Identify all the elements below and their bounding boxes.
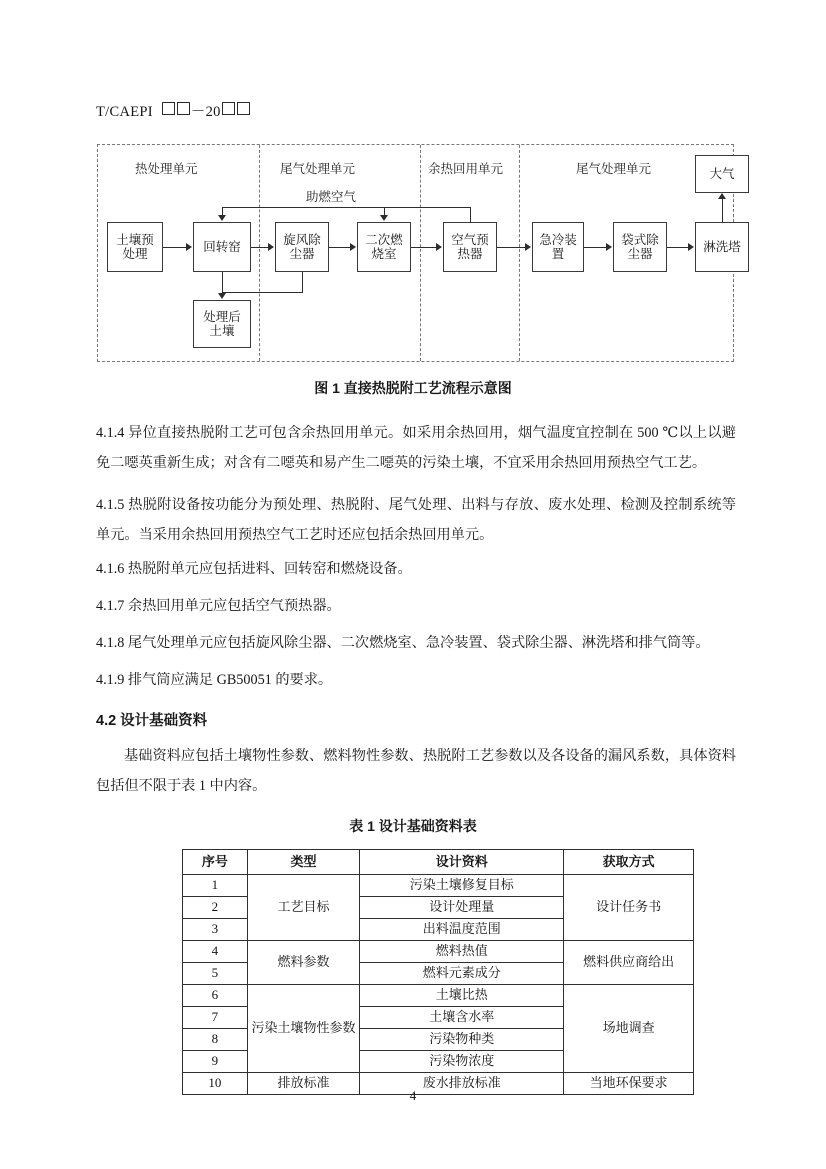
standard-code: T/CAEPI (96, 104, 153, 120)
node-air-preheater (443, 222, 497, 272)
connector-line (251, 247, 268, 248)
aux-air-label: 助燃空气 (306, 190, 357, 204)
unit-divider-3 (519, 145, 520, 361)
cell-material: 燃料元素成分 (360, 963, 564, 985)
blank-box-icon (237, 102, 250, 115)
node-line: 置 (551, 247, 565, 261)
design-basis-table (182, 849, 694, 1095)
node-line: 土壤预 (116, 232, 154, 247)
process-flow-diagram (97, 144, 741, 362)
table-header-row (183, 850, 694, 875)
node-line: 烧室 (371, 247, 397, 261)
cell-material: 污染物浓度 (360, 1051, 564, 1073)
node-line: 二次燃 (365, 232, 403, 247)
cell-no: 1 (183, 875, 248, 897)
connector-line (722, 199, 723, 222)
connector-line (302, 272, 303, 292)
cell-material: 土壤比热 (360, 985, 564, 1007)
page-number: 4 (409, 1088, 417, 1103)
table-row (183, 875, 694, 897)
connector-line (222, 292, 303, 293)
connector-line (411, 247, 436, 248)
cell-no: 2 (183, 897, 248, 919)
cell-no: 6 (183, 985, 248, 1007)
blank-box-icon (222, 102, 235, 115)
cell-material: 污染土壤修复目标 (360, 875, 564, 897)
cell-material: 燃料热值 (360, 941, 564, 963)
connector-arrow (218, 215, 226, 221)
paragraph-4-1-9: 4.1.9 排气筒应满足 GB50051 的要求。 (96, 672, 333, 688)
unit-label-heat-recovery: 余热回用单元 (428, 162, 504, 176)
paragraph-4-1-6: 4.1.6 热脱附单元应包括进料、回转窑和燃烧设备。 (96, 561, 412, 577)
node-quench-device (532, 222, 584, 272)
connector-arrow (380, 215, 388, 221)
cell-type: 污染土壤物性参数 (247, 985, 359, 1073)
paragraph-4-1-8: 4.1.8 尾气处理单元应包括旋风除尘器、二次燃烧室、急冷装置、袋式除尘器、淋洗塔和排气筒等。 (96, 635, 710, 651)
connector-line (584, 247, 606, 248)
table-row (183, 941, 694, 963)
connector-line (329, 247, 350, 248)
node-line: 空气预 (451, 232, 489, 247)
paragraph-4-2-intro: 基础资料应包括土壤物性参数、燃料物性参数、热脱附工艺参数以及各设备的漏风系数，具体资料包括但不限于表 1 中内容。 (96, 748, 736, 794)
node-line: 土壤 (209, 324, 235, 338)
table-row (183, 985, 694, 1007)
column-header-type: 类型 (247, 850, 359, 875)
node-line: 热器 (457, 247, 483, 261)
connector-arrow (688, 243, 694, 251)
column-header-no: 序号 (183, 850, 248, 875)
connector-arrow (186, 243, 192, 251)
blank-box-icon (177, 102, 190, 115)
section-heading-4-2: 4.2 设计基础资料 (96, 713, 208, 729)
unit-label-thermal: 热处理单元 (135, 162, 198, 176)
node-line: 淋洗塔 (703, 239, 741, 254)
node-cyclone-dust-collector (275, 222, 329, 272)
node-line: 旋风除 (283, 232, 321, 247)
column-header-source: 获取方式 (564, 850, 694, 875)
cell-no: 10 (183, 1073, 248, 1095)
connector-arrow (218, 293, 226, 299)
node-secondary-combustion-chamber (357, 222, 411, 272)
cell-material: 废水排放标准 (360, 1073, 564, 1095)
cell-no: 5 (183, 963, 248, 985)
document-header (96, 100, 251, 121)
cell-no: 4 (183, 941, 248, 963)
cell-no: 3 (183, 919, 248, 941)
table-caption: 表 1 设计基础资料表 (349, 818, 477, 834)
node-line: 尘器 (627, 247, 653, 261)
cell-type: 工艺目标 (247, 875, 359, 941)
column-header-material: 设计资料 (360, 850, 564, 875)
node-line: 大气 (709, 166, 735, 181)
cell-source: 场地调查 (564, 985, 694, 1073)
unit-label-offgas-2: 尾气处理单元 (576, 162, 652, 176)
node-scrubber-tower (695, 222, 749, 272)
unit-label-offgas-1: 尾气处理单元 (280, 162, 356, 176)
cell-material: 设计处理量 (360, 897, 564, 919)
connector-line (222, 272, 223, 294)
cell-type: 燃料参数 (247, 941, 359, 985)
connector-line (497, 247, 525, 248)
paragraph-4-1-7: 4.1.7 余热回用单元应包括空气预热器。 (96, 598, 341, 614)
node-line: 袋式除 (621, 232, 659, 247)
paragraph-4-1-5: 4.1.5 热脱附设备按功能分为预处理、热脱附、尾气处理、出料与存放、废水处理、检测及控制系统等单元。当采用余热回用预热空气工艺时还应包括余热回用单元。 (96, 497, 736, 543)
blank-box-icon (162, 102, 175, 115)
node-line: 处理后 (203, 309, 241, 324)
node-treated-soil (193, 300, 251, 348)
cell-source: 设计任务书 (564, 875, 694, 941)
node-line: 尘器 (289, 247, 315, 261)
connector-arrow (718, 193, 726, 199)
connector-line (163, 247, 186, 248)
cell-type: 排放标准 (247, 1073, 359, 1095)
node-bag-filter (613, 222, 667, 272)
connector-arrow (350, 243, 356, 251)
connector-line (667, 247, 688, 248)
connector-arrow (436, 243, 442, 251)
cell-material: 出料温度范围 (360, 919, 564, 941)
paragraph-4-1-4: 4.1.4 异位直接热脱附工艺可包含余热回用单元。如采用余热回用，烟气温度宜控制在 500 ℃以上以避免二噁英重新生成；对含有二噁英和易产生二噁英的污染土壤，不宜采用余热回用预热空气工艺。 (96, 425, 736, 471)
cell-material: 土壤含水率 (360, 1007, 564, 1029)
node-soil-pretreatment (107, 222, 163, 272)
node-atmosphere (695, 155, 749, 193)
node-line: 处理 (122, 247, 148, 261)
cell-no: 7 (183, 1007, 248, 1029)
connector-arrow (606, 243, 612, 251)
cell-source: 燃料供应商给出 (564, 941, 694, 985)
figure-caption: 图 1 直接热脱附工艺流程示意图 (314, 380, 512, 396)
connector-arrow (268, 243, 274, 251)
node-line: 急冷装 (539, 232, 577, 247)
cell-no: 8 (183, 1029, 248, 1051)
connector-line (470, 207, 471, 223)
cell-source: 当地环保要求 (564, 1073, 694, 1095)
unit-divider-1 (259, 145, 260, 361)
cell-material: 污染物种类 (360, 1029, 564, 1051)
cell-no: 9 (183, 1051, 248, 1073)
node-line: 回转窑 (203, 239, 241, 254)
node-rotary-kiln (193, 222, 251, 272)
connector-arrow (525, 243, 531, 251)
unit-divider-2 (420, 145, 421, 361)
header-blank-marks: －20 (157, 104, 251, 120)
connector-line (222, 207, 471, 208)
